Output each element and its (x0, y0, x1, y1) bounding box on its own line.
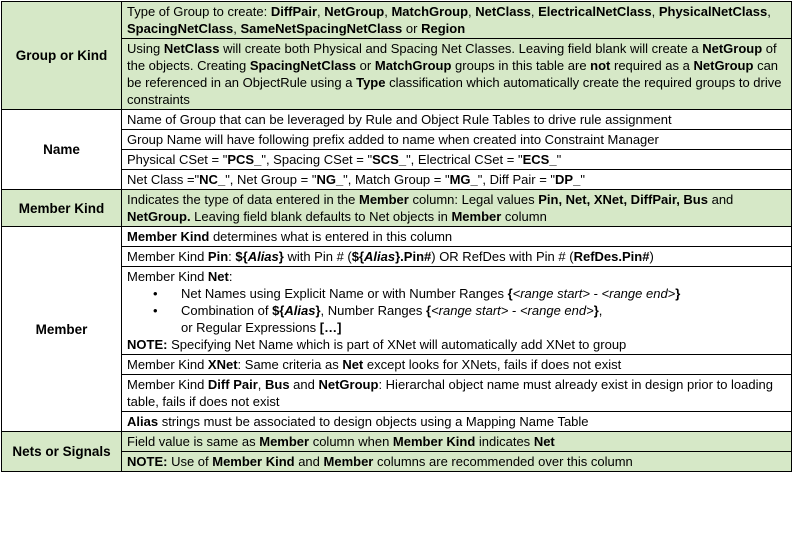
table-row (2, 2, 792, 39)
list-item: • Net Names using Explicit Name or with Number Ranges {<range start> - <range end>} (181, 285, 786, 302)
row-header-name (2, 110, 122, 190)
group-types-cell: Type of Group to create: DiffPair, NetGroup, MatchGroup, NetClass, ElectricalNetClass, PhysicalNetClass, SpacingNetClass, SameNetSpacingNetClass or Region (122, 2, 792, 39)
member-kind-cell: Indicates the type of data entered in the Member column: Legal values Pin, Net, XNet, DiffPair, Bus and NetGroup. Leaving field blank defaults to Net objects in Member column (122, 190, 792, 227)
row-header-group-or-kind (2, 2, 122, 110)
cset-prefix-cell: Physical CSet = "PCS_", Spacing CSet = "SCS_", Electrical CSet = "ECS_" (122, 150, 792, 170)
nets-field-cell: Field value is same as Member column when Member Kind indicates Net (122, 432, 792, 452)
group-definition-table (1, 1, 792, 472)
row-header-member-kind (2, 190, 122, 227)
group-usage-cell: Using NetClass will create both Physical and Spacing Net Classes. Leaving field blank will create a NetGroup of the objects. Creating SpacingNetClass or MatchGroup groups in this table are not required as a NetGroup can be referenced in an ObjectRule using a Type classification which automatically create the required groups to drive constraints (122, 39, 792, 110)
member-diffpair-cell: Member Kind Diff Pair, Bus and NetGroup: Hierarchal object name must already exist in design prior to loading table, fails if does not exist (122, 375, 792, 412)
row-header-label: Name (43, 142, 80, 157)
member-intro-cell: Member Kind determines what is entered in this column (122, 227, 792, 247)
row-header-member (2, 227, 122, 432)
name-purpose-cell: Name of Group that can be leveraged by Rule and Object Rule Tables to drive rule assignment (122, 110, 792, 130)
group-prefix-cell: Net Class ="NC_", Net Group = "NG_", Match Group = "MG_", Diff Pair = "DP_" (122, 170, 792, 190)
member-net-heading: Member Kind Net: (127, 269, 233, 284)
name-prefix-cell: Group Name will have following prefix added to name when created into Constraint Manager (122, 130, 792, 150)
table-row (2, 432, 792, 452)
member-pin-cell: Member Kind Pin: ${Alias} with Pin # (${Alias}.Pin#) OR RefDes with Pin # (RefDes.Pin#) (122, 247, 792, 267)
row-header-label: Member Kind (18, 200, 105, 216)
member-net-note: NOTE: Specifying Net Name which is part of XNet will automatically add XNet to group (127, 337, 627, 352)
row-header-label: Group or Kind (15, 48, 108, 63)
table-row (2, 190, 792, 227)
member-net-continuation: or Regular Expressions […] (181, 320, 342, 335)
row-header-nets-or-signals (2, 432, 122, 472)
nets-note-cell: NOTE: Use of Member Kind and Member columns are recommended over this column (122, 452, 792, 472)
member-net-bullets (127, 285, 786, 319)
member-net-cell (122, 267, 792, 355)
table-row (2, 110, 792, 130)
member-xnet-cell: Member Kind XNet: Same criteria as Net except looks for XNets, fails if does not exist (122, 355, 792, 375)
member-alias-cell: Alias strings must be associated to design objects using a Mapping Name Table (122, 412, 792, 432)
list-item: • Combination of ${Alias}, Number Ranges {<range start> - <range end>}, (181, 302, 786, 319)
row-header-label: Nets or Signals (12, 444, 111, 459)
table-row (2, 227, 792, 247)
row-header-label: Member (35, 321, 88, 337)
